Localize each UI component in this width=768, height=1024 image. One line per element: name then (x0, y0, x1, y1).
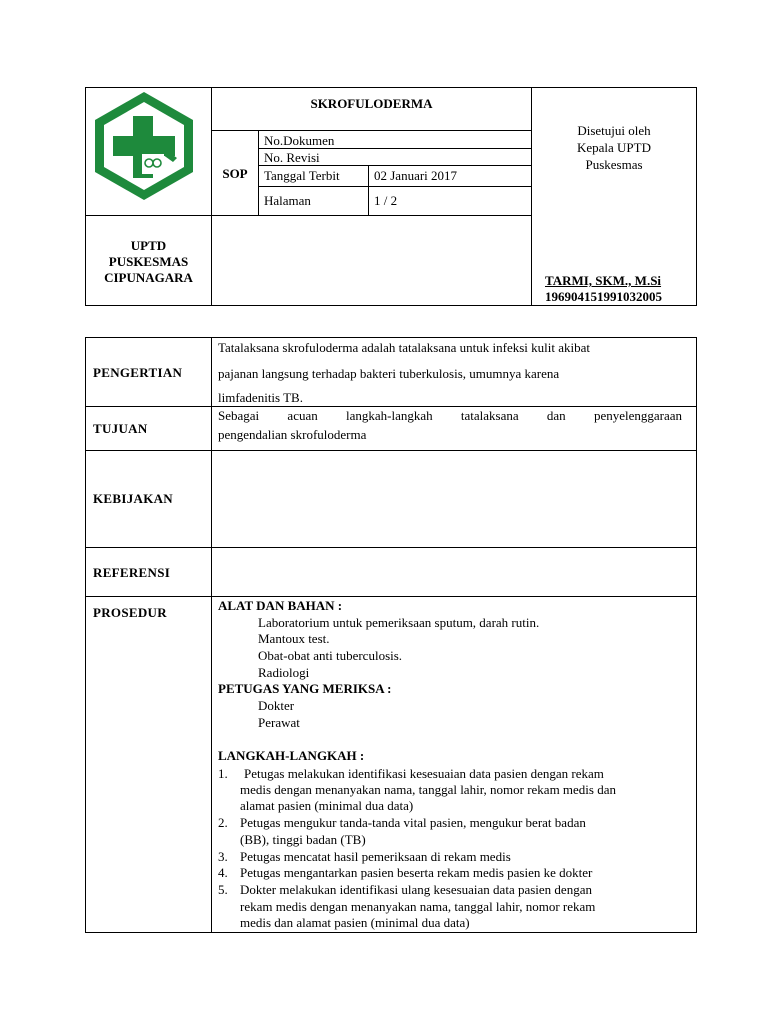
alat-item: Obat-obat anti tuberculosis. (258, 648, 403, 663)
langkah-heading: LANGKAH-LANGKAH : (218, 748, 365, 763)
pengertian-line-1: Tatalaksana skrofuloderma adalah tatalaksana untuk infeksi kulit akibat (218, 340, 590, 355)
institution-line-2: PUSKESMAS (108, 254, 189, 269)
step-number: 5. (218, 882, 228, 897)
petugas-item: Dokter (258, 698, 295, 713)
step-line: Petugas mengantarkan pasien beserta rekam medis pasien ke dokter (240, 865, 593, 880)
alat-item: Laboratorium untuk pemeriksaan sputum, darah rutin. (258, 615, 540, 630)
meta-label-no-revisi: No. Revisi (264, 150, 320, 165)
meta-value-tanggal-terbit: 02 Januari 2017 (374, 168, 458, 183)
step-line: Petugas mengukur tanda-tanda vital pasien, mengukur berat badan (240, 815, 586, 830)
sop-label: SOP (222, 166, 248, 181)
section-label-tujuan: TUJUAN (93, 421, 148, 436)
meta-label-tanggal-terbit: Tanggal Terbit (264, 168, 340, 183)
section-label-referensi: REFERENSI (93, 565, 171, 580)
institution-line-1: UPTD (130, 238, 167, 253)
approval-line-3: Puskesmas (585, 157, 643, 172)
document-title: SKROFULODERMA (310, 96, 433, 111)
step-line: rekam medis dengan menanyakan nama, tanggal lahir, nomor rekam (240, 899, 596, 914)
meta-label-no-dokumen: No.Dokumen (264, 133, 335, 148)
step-line: Petugas melakukan identifikasi kesesuaian data pasien dengan rekam (244, 766, 604, 781)
institution-line-3: CIPUNAGARA (104, 270, 193, 285)
step-line: Petugas mencatat hasil pemeriksaan di rekam medis (240, 849, 511, 864)
step-number: 3. (218, 849, 228, 864)
step-line: alamat pasien (minimal dua data) (240, 798, 414, 813)
pengertian-line-2: pajanan langsung terhadap bakteri tuberkulosis, umumnya karena (218, 366, 560, 381)
alat-item: Mantoux test. (258, 631, 330, 646)
alat-item: Radiologi (258, 665, 310, 680)
puskesmas-logo (92, 90, 196, 202)
step-number: 1. (218, 766, 228, 781)
meta-value-halaman: 1 / 2 (374, 193, 398, 208)
petugas-heading: PETUGAS YANG MERIKSA : (218, 681, 392, 696)
signer-nip: 196904151991032005 (545, 289, 662, 304)
alat-heading: ALAT DAN BAHAN : (218, 598, 343, 613)
signer-name: TARMI, SKM., M.Si (545, 273, 662, 288)
tujuan-line-2: pengendalian skrofuloderma (218, 427, 367, 442)
step-line: Dokter melakukan identifikasi ulang kesesuaian data pasien dengan (240, 882, 592, 897)
step-line: (BB), tinggi badan (TB) (240, 832, 366, 847)
pengertian-line-3: limfadenitis TB. (218, 390, 303, 405)
petugas-item: Perawat (258, 715, 300, 730)
meta-label-halaman: Halaman (264, 193, 311, 208)
tujuan-line-1: Sebagai acuan langkah-langkah tatalaksana dan penyelenggaraan (218, 408, 682, 423)
section-label-pengertian: PENGERTIAN (93, 365, 183, 380)
approval-line-2: Kepala UPTD (576, 140, 651, 155)
approval-line-1: Disetujui oleh (577, 123, 651, 138)
step-number: 4. (218, 865, 228, 880)
step-line: medis dan alamat pasien (minimal dua data) (240, 915, 470, 930)
section-label-kebijakan: KEBIJAKAN (93, 491, 173, 506)
section-label-prosedur: PROSEDUR (93, 605, 167, 620)
step-line: medis dengan menanyakan nama, tanggal lahir, nomor rekam medis dan (240, 782, 616, 797)
step-number: 2. (218, 815, 228, 830)
